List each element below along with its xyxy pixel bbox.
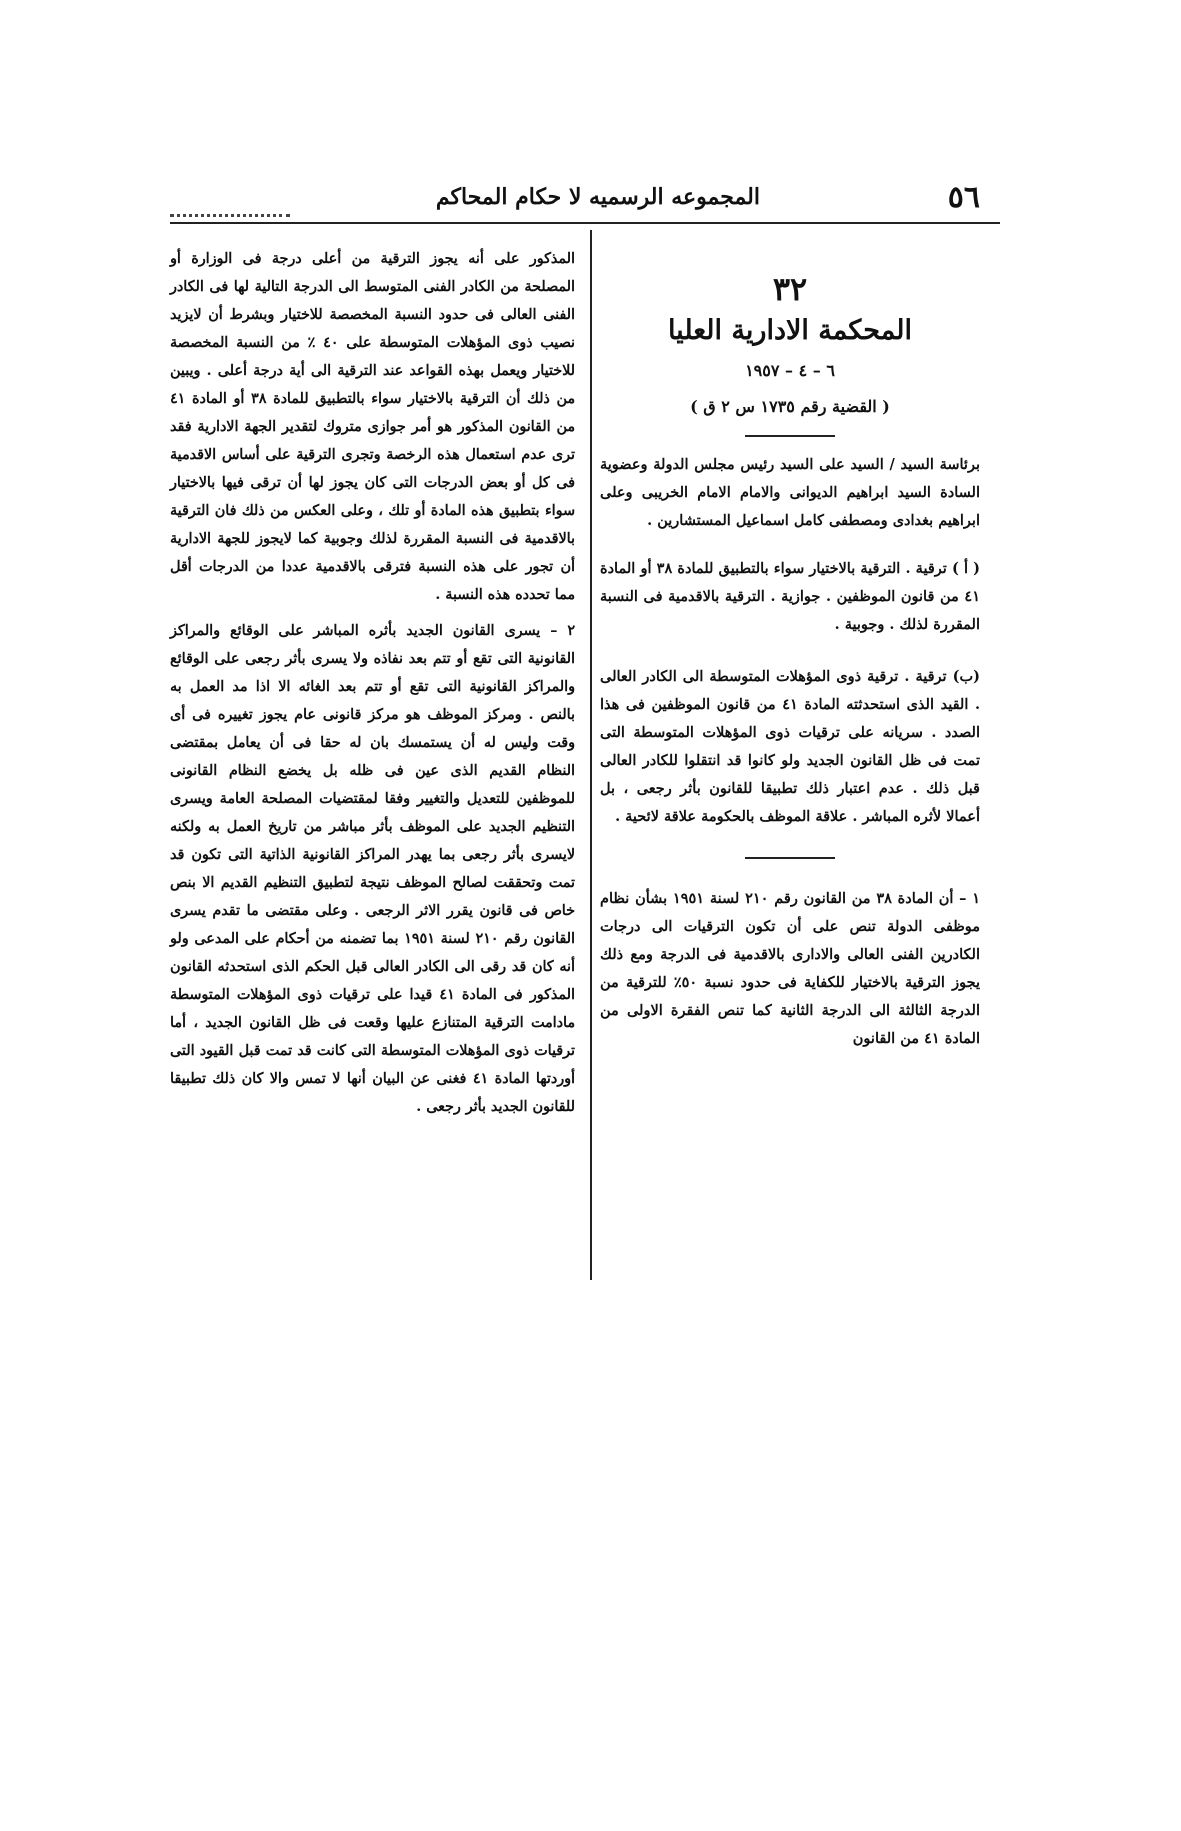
paragraph-1-continued: المذكور على أنه يجوز الترقية من أعلى درجة فى الوزارة أو المصلحة من الكادر الفنى المتوسط الى الدرجة التالية لها فى الكادر الفنى العالى فى حدود النسبة المخصصة للاختيار وبشرط أن لايزيد نصيب ذوى المؤهلات المتوسطة على ٤٠ ٪ من النسبة المخصصة للاختيار ويعمل بهذه القواعد عند الترقية الى أية درجة أعلى . ويبين من ذلك أن الترقية بالاختيار سواء بالتطبيق للمادة ٣٨ أو المادة ٤١ من القانون المذكور هو أمر جوازى متروك لتقدير الجهة الادارية فقد ترى عدم استعمال هذه الرخصة وتجرى الترقية على أساس الاقدمية فى كل أو بعض الدرجات التى كان يجوز لها أن ترقى فيها بالاختيار سواء بتطبيق هذه المادة أو تلك ، وعلى العكس من ذلك فان الترقية بالاقدمية فى النسبة المقررة لذلك وجوبية كما لايجوز للجهة الادارية أن تجور على هذه النسبة فترقى بالاقدمية عددا من الدرجات أقل مما تحدده هذه النسبة .	[170, 251, 576, 603]
column-divider	[590, 230, 592, 1280]
header-dotted-rule	[170, 214, 290, 217]
case-reference: ( القضية رقم ١٧٣٥ س ٢ ق )	[690, 397, 890, 416]
case-date: ٦ – ٤ – ١٩٥٧	[745, 361, 835, 380]
page-number: ٥٦	[947, 180, 980, 215]
holding-a: ( أ ) ترقية . الترقية بالاختيار سواء بالتطبيق للمادة ٣٨ أو المادة ٤١ من قانون الموظفين . جوازية . الترقية بالاقدمية فى النسبة المقررة لذلك . وجوبية .	[600, 560, 981, 633]
section-rule	[745, 435, 835, 437]
section-rule	[745, 857, 835, 859]
paragraph-2: ٢ – يسرى القانون الجديد بأثره المباشر على الوقائع والمراكز القانونية التى تقع أو تتم بعد نفاذه ولا يسرى بأثر رجعى على الوقائع والمراكز القانونية التى تقع أو تتم بعد الغائه الا اذا مد العمل به بالنص . ومركز الموظف هو مركز قانونى عام يجوز تغييره فى أى وقت وليس له أن يستمسك بان له حقا فى أن يعامل بمقتضى النظام القديم الذى عين فى ظله بل يخضع النظام القانونى للموظفين للتعديل والتغيير وفقا لمقتضيات المصلحة العامة ويسرى التنظيم الجديد على الموظف بأثر مباشر من تاريخ العمل به ولكنه لايسرى بأثر رجعى بما يهدر المراكز القانونية الذاتية التى تكون قد تمت وتحققت لصالح الموظف نتيجة لتطبيق التنظيم القديم الا بنص خاص فى قانون يقرر الاثر الرجعى . وعلى مقتضى ما تقدم يسرى القانون رقم ٢١٠ لسنة ١٩٥١ بما تضمنه من أحكام على المدعى ولو أنه كان قد رقى الى الكادر العالى قبل الحكم الذى استحدثه القانون المذكور فى المادة ٤١ قيدا على ترقيات ذوى المؤهلات المتوسطة مادامت الترقية المتنازع عليها وقعت فى ظل القانون الجديد ، أما ترقيات ذوى المؤهلات المتوسطة التى كانت قد تمت قبل القيود التى أوردتها المادة ٤١ فغنى عن البيان أنها لا تمس والا كان ذلك تطبيقا للقانون الجديد بأثر رجعى .	[170, 623, 576, 1115]
court-name: المحكمة الادارية العليا	[667, 315, 913, 346]
left-column	[170, 245, 575, 1129]
header-rule	[170, 222, 1000, 224]
right-column	[600, 270, 981, 1053]
panel-composition: برئاسة السيد / السيد على السيد رئيس مجلس الدولة وعضوية السادة السيد ابراهيم الديوانى والامام الامام الخريبى وعلى ابراهيم بغدادى ومصطفى كامل اسماعيل المستشارين .	[600, 456, 980, 529]
paragraph-1-start: ١ – أن المادة ٣٨ من القانون رقم ٢١٠ لسنة ١٩٥١ بشأن نظام موظفى الدولة تنص على أن تكون الترقيات الى درجات الكادرين الفنى العالى والادارى بالاقدمية فى الدرجة ومع ذلك يجوز الترقية بالاختيار للكفاية فى حدود نسبة ٥٠٪ للترقية من الدرجة الثالثة الى الدرجة الثانية كما تنص الفقرة الاولى من المادة ٤١ من القانون	[600, 890, 980, 1047]
case-number: ٣٢	[772, 270, 808, 308]
running-title: المجموعه الرسميه لا حكام المحاكم	[435, 184, 760, 210]
holding-b: (ب) ترقية . ترقية ذوى المؤهلات المتوسطة الى الكادر العالى . القيد الذى استحدثته المادة ٤١ من قانون الموظفين فى هذا الصدد . سريانه على ترقيات ذوى المؤهلات المتوسطة التى تمت فى ظل القانون الجديد ولو كانوا قد انتقلوا للكادر العالى قبل ذلك . عدم اعتبار ذلك تطبيقا للقانون بأثر رجعى ، بل أعمالا لأثره المباشر . علاقة الموظف بالحكومة علاقة لائحية .	[600, 668, 980, 825]
